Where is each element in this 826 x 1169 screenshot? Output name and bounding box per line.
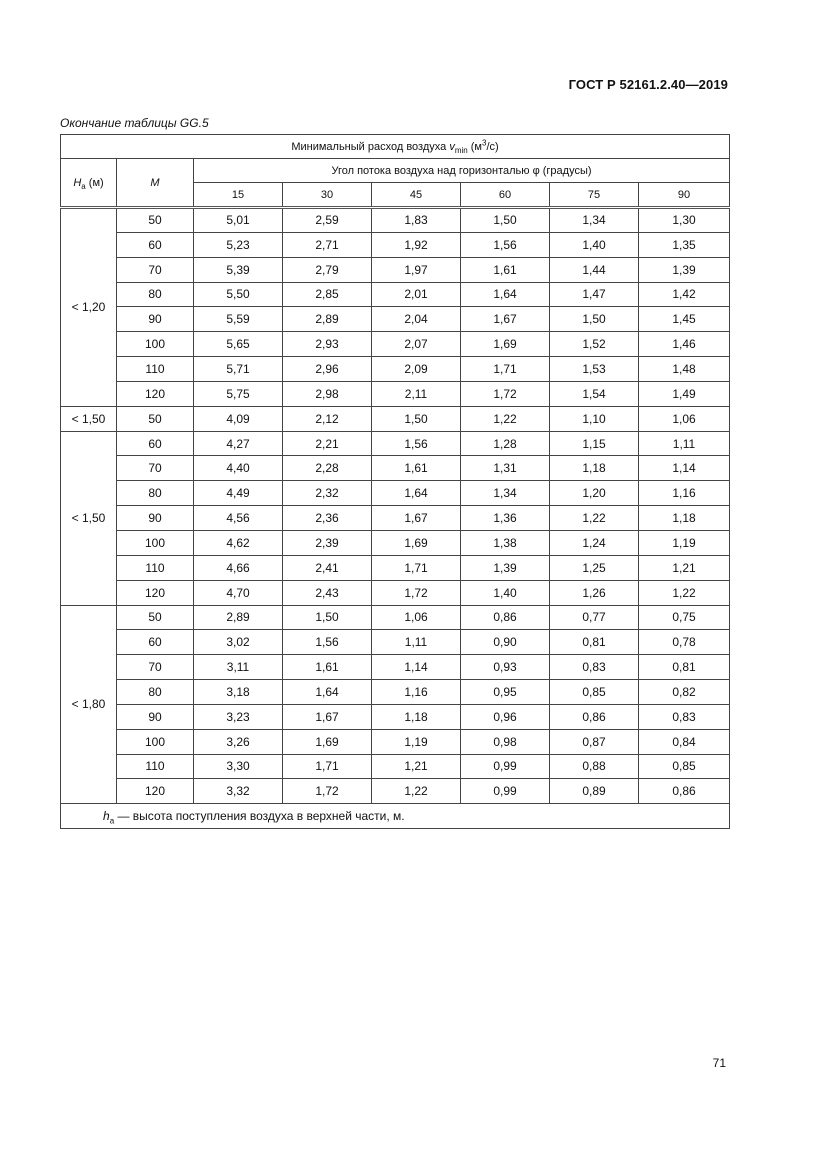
value-cell: 1,21 <box>372 754 461 779</box>
m-cell: 70 <box>117 456 194 481</box>
m-cell: 70 <box>117 655 194 680</box>
m-cell: 50 <box>117 605 194 630</box>
value-cell: 1,56 <box>372 431 461 456</box>
table-row <box>61 357 730 382</box>
angle-column-header: 30 <box>283 183 372 208</box>
value-cell: 1,64 <box>461 282 550 307</box>
m-cell: 110 <box>117 357 194 382</box>
value-cell: 3,11 <box>194 655 283 680</box>
table-row <box>61 580 730 605</box>
value-cell: 3,18 <box>194 680 283 705</box>
value-cell: 1,36 <box>461 506 550 531</box>
table-row <box>61 779 730 804</box>
value-cell: 2,12 <box>283 406 372 431</box>
value-cell: 1,18 <box>372 704 461 729</box>
value-cell: 1,18 <box>639 506 730 531</box>
m-cell: 90 <box>117 307 194 332</box>
value-cell: 0,93 <box>461 655 550 680</box>
angle-column-header: 90 <box>639 183 730 208</box>
value-cell: 4,09 <box>194 406 283 431</box>
value-cell: 1,69 <box>372 530 461 555</box>
airflow-table <box>60 134 730 829</box>
m-cell: 100 <box>117 530 194 555</box>
value-cell: 1,45 <box>639 307 730 332</box>
value-cell: 2,71 <box>283 232 372 257</box>
value-cell: 5,39 <box>194 257 283 282</box>
value-cell: 2,32 <box>283 481 372 506</box>
value-cell: 1,24 <box>550 530 639 555</box>
value-cell: 2,89 <box>194 605 283 630</box>
value-cell: 2,01 <box>372 282 461 307</box>
value-cell: 0,88 <box>550 754 639 779</box>
table-row <box>61 555 730 580</box>
value-cell: 1,14 <box>639 456 730 481</box>
table-row <box>61 530 730 555</box>
value-cell: 1,72 <box>283 779 372 804</box>
value-cell: 2,36 <box>283 506 372 531</box>
value-cell: 5,75 <box>194 381 283 406</box>
value-cell: 1,34 <box>461 481 550 506</box>
value-cell: 0,81 <box>550 630 639 655</box>
value-cell: 0,90 <box>461 630 550 655</box>
value-cell: 1,56 <box>461 232 550 257</box>
table-row <box>61 630 730 655</box>
table-row <box>61 754 730 779</box>
height-group-cell: < 1,80 <box>61 605 117 804</box>
value-cell: 1,22 <box>639 580 730 605</box>
table-row <box>61 431 730 456</box>
value-cell: 1,31 <box>461 456 550 481</box>
value-cell: 1,42 <box>639 282 730 307</box>
value-cell: 1,61 <box>461 257 550 282</box>
value-cell: 0,78 <box>639 630 730 655</box>
value-cell: 1,15 <box>550 431 639 456</box>
value-cell: 1,53 <box>550 357 639 382</box>
value-cell: 0,84 <box>639 729 730 754</box>
angle-column-header: 45 <box>372 183 461 208</box>
m-cell: 60 <box>117 232 194 257</box>
table-caption: Окончание таблицы GG.5 <box>60 116 209 130</box>
value-cell: 1,18 <box>550 456 639 481</box>
value-cell: 3,32 <box>194 779 283 804</box>
value-cell: 1,19 <box>639 530 730 555</box>
value-cell: 1,71 <box>283 754 372 779</box>
value-cell: 1,52 <box>550 332 639 357</box>
value-cell: 1,14 <box>372 655 461 680</box>
value-cell: 4,40 <box>194 456 283 481</box>
value-cell: 4,62 <box>194 530 283 555</box>
value-cell: 1,11 <box>372 630 461 655</box>
value-cell: 2,11 <box>372 381 461 406</box>
value-cell: 1,16 <box>639 481 730 506</box>
value-cell: 1,50 <box>461 208 550 233</box>
value-cell: 1,40 <box>550 232 639 257</box>
height-group-cell: < 1,20 <box>61 208 117 407</box>
value-cell: 1,67 <box>372 506 461 531</box>
table-row <box>61 282 730 307</box>
value-cell: 5,71 <box>194 357 283 382</box>
value-cell: 0,86 <box>550 704 639 729</box>
value-cell: 1,16 <box>372 680 461 705</box>
value-cell: 1,06 <box>372 605 461 630</box>
column-header-ha: $H_a$ (м) <box>61 159 117 208</box>
page-number: 71 <box>712 1056 726 1070</box>
value-cell: 2,09 <box>372 357 461 382</box>
value-cell: 0,81 <box>639 655 730 680</box>
value-cell: 1,19 <box>372 729 461 754</box>
value-cell: 1,97 <box>372 257 461 282</box>
value-cell: 4,49 <box>194 481 283 506</box>
value-cell: 2,43 <box>283 580 372 605</box>
value-cell: 1,06 <box>639 406 730 431</box>
value-cell: 1,92 <box>372 232 461 257</box>
value-cell: 1,71 <box>461 357 550 382</box>
value-cell: 1,47 <box>550 282 639 307</box>
table-title: Минимальный расход воздуха $v_{min}$ $(м^3/с)$ <box>61 135 730 159</box>
value-cell: 1,22 <box>550 506 639 531</box>
value-cell: 2,96 <box>283 357 372 382</box>
value-cell: 2,39 <box>283 530 372 555</box>
value-cell: 1,54 <box>550 381 639 406</box>
m-cell: 80 <box>117 282 194 307</box>
angle-column-header: 15 <box>194 183 283 208</box>
value-cell: 1,30 <box>639 208 730 233</box>
value-cell: 2,89 <box>283 307 372 332</box>
value-cell: 1,35 <box>639 232 730 257</box>
m-cell: 60 <box>117 431 194 456</box>
value-cell: 1,61 <box>283 655 372 680</box>
table-row <box>61 680 730 705</box>
table-row <box>61 704 730 729</box>
m-cell: 120 <box>117 779 194 804</box>
m-cell: 90 <box>117 704 194 729</box>
value-cell: 2,04 <box>372 307 461 332</box>
value-cell: 1,22 <box>461 406 550 431</box>
value-cell: 1,83 <box>372 208 461 233</box>
value-cell: 1,50 <box>283 605 372 630</box>
value-cell: 1,46 <box>639 332 730 357</box>
value-cell: 1,11 <box>639 431 730 456</box>
table-row <box>61 481 730 506</box>
value-cell: 1,49 <box>639 381 730 406</box>
m-cell: 60 <box>117 630 194 655</box>
value-cell: 1,28 <box>461 431 550 456</box>
value-cell: 5,65 <box>194 332 283 357</box>
m-cell: 50 <box>117 406 194 431</box>
value-cell: 2,93 <box>283 332 372 357</box>
value-cell: 1,26 <box>550 580 639 605</box>
value-cell: 0,87 <box>550 729 639 754</box>
value-cell: 1,44 <box>550 257 639 282</box>
value-cell: 1,20 <box>550 481 639 506</box>
value-cell: 3,30 <box>194 754 283 779</box>
value-cell: 0,85 <box>639 754 730 779</box>
document-code: ГОСТ Р 52161.2.40—2019 <box>568 77 728 92</box>
value-cell: 0,96 <box>461 704 550 729</box>
m-cell: 110 <box>117 555 194 580</box>
value-cell: 1,34 <box>550 208 639 233</box>
value-cell: 0,98 <box>461 729 550 754</box>
value-cell: 3,23 <box>194 704 283 729</box>
value-cell: 5,50 <box>194 282 283 307</box>
value-cell: 2,07 <box>372 332 461 357</box>
m-cell: 100 <box>117 332 194 357</box>
m-cell: 100 <box>117 729 194 754</box>
value-cell: 5,59 <box>194 307 283 332</box>
value-cell: 1,71 <box>372 555 461 580</box>
table-row <box>61 381 730 406</box>
value-cell: 4,56 <box>194 506 283 531</box>
value-cell: 2,59 <box>283 208 372 233</box>
value-cell: 1,39 <box>461 555 550 580</box>
value-cell: 1,61 <box>372 456 461 481</box>
value-cell: 4,70 <box>194 580 283 605</box>
value-cell: 1,10 <box>550 406 639 431</box>
table-row <box>61 406 730 431</box>
m-cell: 120 <box>117 381 194 406</box>
value-cell: 0,82 <box>639 680 730 705</box>
value-cell: 1,50 <box>550 307 639 332</box>
angle-column-header: 75 <box>550 183 639 208</box>
angle-column-header: 60 <box>461 183 550 208</box>
m-cell: 80 <box>117 481 194 506</box>
m-cell: 120 <box>117 580 194 605</box>
table-row <box>61 605 730 630</box>
value-cell: 1,50 <box>372 406 461 431</box>
m-cell: 90 <box>117 506 194 531</box>
value-cell: 3,02 <box>194 630 283 655</box>
table-row <box>61 307 730 332</box>
value-cell: 1,22 <box>372 779 461 804</box>
value-cell: 1,72 <box>461 381 550 406</box>
m-cell: 110 <box>117 754 194 779</box>
value-cell: 2,85 <box>283 282 372 307</box>
value-cell: 3,26 <box>194 729 283 754</box>
m-cell: 80 <box>117 680 194 705</box>
value-cell: 1,69 <box>283 729 372 754</box>
value-cell: 1,25 <box>550 555 639 580</box>
value-cell: 2,21 <box>283 431 372 456</box>
value-cell: 0,95 <box>461 680 550 705</box>
table-row <box>61 232 730 257</box>
table-row <box>61 208 730 233</box>
value-cell: 0,99 <box>461 754 550 779</box>
value-cell: 0,77 <box>550 605 639 630</box>
value-cell: 1,56 <box>283 630 372 655</box>
value-cell: 1,64 <box>372 481 461 506</box>
table-row <box>61 729 730 754</box>
value-cell: 4,66 <box>194 555 283 580</box>
value-cell: 1,40 <box>461 580 550 605</box>
table-row <box>61 456 730 481</box>
value-cell: 1,48 <box>639 357 730 382</box>
value-cell: 2,98 <box>283 381 372 406</box>
table-row <box>61 257 730 282</box>
m-cell: 50 <box>117 208 194 233</box>
value-cell: 5,01 <box>194 208 283 233</box>
table-footnote: $h_a$ — высота поступления воздуха в верхней части, м. <box>61 804 730 829</box>
column-header-m: M <box>117 159 194 208</box>
angle-header: Угол потока воздуха над горизонталью φ (градусы) <box>194 159 730 183</box>
value-cell: 0,85 <box>550 680 639 705</box>
value-cell: 1,64 <box>283 680 372 705</box>
value-cell: 1,69 <box>461 332 550 357</box>
value-cell: 0,99 <box>461 779 550 804</box>
value-cell: 5,23 <box>194 232 283 257</box>
value-cell: 1,67 <box>461 307 550 332</box>
height-group-cell: < 1,50 <box>61 431 117 605</box>
value-cell: 1,39 <box>639 257 730 282</box>
value-cell: 1,67 <box>283 704 372 729</box>
table-row <box>61 332 730 357</box>
value-cell: 1,72 <box>372 580 461 605</box>
value-cell: 0,75 <box>639 605 730 630</box>
value-cell: 2,28 <box>283 456 372 481</box>
value-cell: 4,27 <box>194 431 283 456</box>
table-row <box>61 655 730 680</box>
value-cell: 0,86 <box>461 605 550 630</box>
m-cell: 70 <box>117 257 194 282</box>
value-cell: 0,83 <box>550 655 639 680</box>
value-cell: 2,79 <box>283 257 372 282</box>
value-cell: 0,86 <box>639 779 730 804</box>
value-cell: 1,38 <box>461 530 550 555</box>
value-cell: 0,89 <box>550 779 639 804</box>
value-cell: 2,41 <box>283 555 372 580</box>
table-row <box>61 506 730 531</box>
value-cell: 1,21 <box>639 555 730 580</box>
height-group-cell: < 1,50 <box>61 406 117 431</box>
value-cell: 0,83 <box>639 704 730 729</box>
